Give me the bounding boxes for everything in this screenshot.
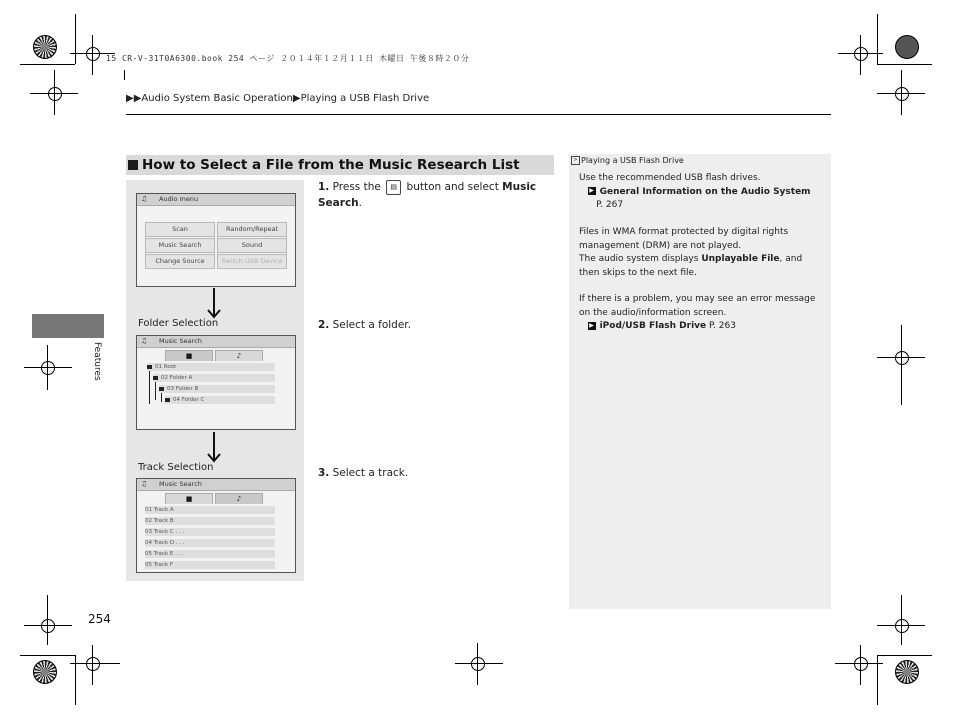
audio-icon: ♫ <box>141 337 148 345</box>
tab-music[interactable]: ♪ <box>215 493 263 504</box>
note-marker-icon: > <box>571 156 580 165</box>
list-item[interactable]: 03 Track C . . . <box>145 528 275 536</box>
list-item[interactable]: 01 Track A <box>145 506 275 514</box>
list-item[interactable]: 05 Track E . . . <box>145 550 275 558</box>
audio-icon: ♫ <box>141 480 148 488</box>
page-number: 254 <box>88 612 111 626</box>
switch-usb-device-button[interactable]: Switch USB Device <box>217 254 287 269</box>
breadcrumb-arrows-icon: ▶▶ <box>126 93 142 104</box>
menu-button-icon: ▤ <box>386 180 401 195</box>
note-paragraph: Files in WMA format protected by digital rights management (DRM) are not played. The audio system displays Unplayable File, and then skips to the next file. <box>579 227 803 278</box>
list-item[interactable]: 05 Track F <box>145 561 275 569</box>
track-search-screen <box>136 478 296 573</box>
book-info-line: 15 CR-V-31T0A6300.book 254 ページ ２０１４年１２月１１日 木曜日 午後８時２０分 <box>106 54 470 63</box>
reference-arrow-icon: ▶ <box>589 321 594 329</box>
audio-menu-title: Audio menu <box>159 195 199 203</box>
scan-button[interactable]: Scan <box>145 222 215 237</box>
note-paragraph: If there is a problem, you may see an error message on the audio/information screen. ▶ iPod/USB Flash Drive P. 263 <box>579 294 816 331</box>
breadcrumb-current: Playing a USB Flash Drive <box>300 93 430 104</box>
folder-icon <box>165 398 170 402</box>
folder-icon <box>147 365 152 369</box>
folder-search-screen <box>136 335 296 430</box>
track-selection-caption: Track Selection <box>138 462 214 473</box>
breadcrumb-parent[interactable]: Audio System Basic Operation <box>141 93 293 104</box>
list-item[interactable]: 04 Track D . . . <box>145 539 275 547</box>
down-arrow-icon <box>206 288 222 320</box>
header-rule <box>126 114 831 115</box>
registration-rosette-icon <box>33 35 57 59</box>
step-1: 1. Press the ▤ button and select Music Search. <box>318 181 537 209</box>
registration-rosette-icon <box>895 35 919 59</box>
list-item[interactable]: 03 Folder B <box>159 385 275 393</box>
track-screen-title: Music Search <box>159 480 202 488</box>
chapter-side-label: Features <box>92 342 102 381</box>
list-item[interactable]: 04 Folder C <box>165 396 275 404</box>
tab-folder[interactable]: ■ <box>165 493 213 504</box>
step-3: 3. Select a track. <box>318 467 409 479</box>
list-item[interactable]: 01 Root <box>147 363 275 371</box>
tab-folder[interactable]: ■ <box>165 350 213 361</box>
side-notes <box>569 154 831 609</box>
cross-reference-link[interactable]: General Information on the Audio System <box>599 186 811 197</box>
note-paragraph: Use the recommended USB flash drives. ▶ General Information on the Audio System P. 267 <box>579 173 811 210</box>
list-item[interactable]: 02 Track B <box>145 517 275 525</box>
down-arrow-icon <box>206 432 222 464</box>
change-source-button[interactable]: Change Source <box>145 254 215 269</box>
audio-menu-screen <box>136 193 296 287</box>
music-search-link: Music Search <box>318 181 537 209</box>
random-repeat-button[interactable]: Random/Repeat <box>217 222 287 237</box>
illustration-panel <box>126 180 304 581</box>
registration-rosette-icon <box>33 660 57 684</box>
reference-arrow-icon: ▶ <box>589 187 594 194</box>
section-title: How to Select a File from the Music Research List <box>142 157 520 173</box>
step-2: 2. Select a folder. <box>318 319 411 331</box>
registration-rosette-icon <box>895 660 919 684</box>
tab-music[interactable]: ♪ <box>215 350 263 361</box>
music-search-button[interactable]: Music Search <box>145 238 215 253</box>
sound-button[interactable]: Sound <box>217 238 287 253</box>
folder-screen-title: Music Search <box>159 337 202 345</box>
folder-icon <box>159 387 164 391</box>
breadcrumb-separator-icon: ▶ <box>292 93 301 104</box>
section-square-icon <box>128 160 138 170</box>
section-heading <box>126 155 554 175</box>
breadcrumb <box>126 93 429 104</box>
audio-icon: ♫ <box>141 195 148 203</box>
notes-heading: > Playing a USB Flash Drive <box>571 156 684 165</box>
list-item[interactable]: 02 Folder A <box>153 374 275 382</box>
chapter-side-tab <box>32 314 104 338</box>
folder-icon <box>153 376 158 380</box>
cross-reference-link[interactable]: iPod/USB Flash Drive <box>599 321 707 331</box>
folder-selection-caption: Folder Selection <box>138 318 219 329</box>
